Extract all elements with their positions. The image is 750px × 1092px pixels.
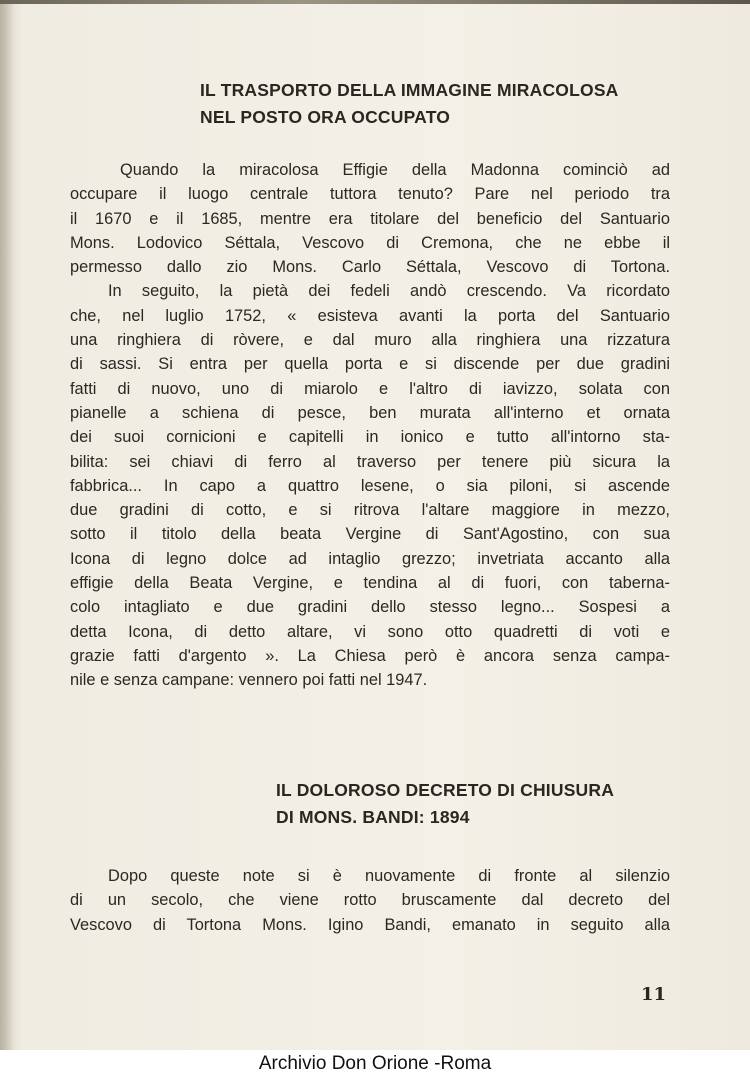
- text-line: fabbrica... In capo a quattro lesene, o sia piloni, si ascende: [70, 476, 670, 495]
- text-line: che, nel luglio 1752, « esisteva avanti la porta del Santuario: [70, 306, 670, 325]
- text-line: il 1670 e il 1685, mentre era titolare del beneficio del Santuario: [70, 209, 670, 228]
- text-line: di sassi. Si entra per quella porta e si discende per due gradini: [70, 355, 670, 374]
- text-line: una ringhiera di ròvere, e dal muro alla ringhiera una rizzatura: [70, 331, 670, 350]
- text-line: bilita: sei chiavi di ferro al traverso per tenere più sicura la: [70, 452, 670, 471]
- heading-line: NEL POSTO ORA OCCUPATO: [200, 107, 451, 127]
- text-line: colo intagliato e due gradini dello stesso legno... Sospesi a: [70, 598, 670, 617]
- heading-line: IL DOLOROSO DECRETO DI CHIUSURA: [276, 780, 615, 800]
- archive-label: Archivio Don Orione -Roma: [258, 1053, 492, 1074]
- text-line: fatti di nuovo, uno di miarolo e l'altro di iavizzo, solata con: [70, 379, 670, 398]
- text-line: In seguito, la pietà dei fedeli andò crescendo. Va ricordato: [108, 282, 670, 301]
- page-top-edge: [0, 0, 750, 4]
- page-gutter-shadow: [0, 0, 14, 1050]
- text-line: Quando la miracolosa Effigie della Madonna cominciò ad: [120, 161, 670, 179]
- text-line: dei suoi cornicioni e capitelli in ionico e tutto all'intorno sta-: [70, 428, 670, 447]
- heading-line: DI MONS. BANDI: 1894: [276, 807, 470, 827]
- text-line: detta Icona, di detto altare, vi sono otto quadretti di voti e: [70, 622, 670, 641]
- text-line: pianelle a schiena di pesce, ben murata all'interno et ornata: [70, 403, 670, 422]
- text-line: sotto il titolo della beata Vergine di Sant'Agostino, con sua: [70, 525, 670, 544]
- section-heading-decree: [276, 777, 614, 831]
- text-line: occupare il luogo centrale tuttora tenuto? Pare nel periodo tra: [70, 185, 670, 204]
- text-line: nile e senza campane: vennero poi fatti nel 1947.: [70, 671, 428, 690]
- text-line: Vescovo di Tortona Mons. Igino Bandi, emanato in seguito alla: [70, 915, 670, 934]
- text-line: permesso dallo zio Mons. Carlo Séttala, Vescovo di Tortona.: [70, 258, 670, 277]
- heading-line: IL TRASPORTO DELLA IMMAGINE MIRACOLOSA: [200, 80, 619, 100]
- text-line: Mons. Lodovico Séttala, Vescovo di Cremona, che ne ebbe il: [70, 233, 670, 252]
- text-line: grazie fatti d'argento ». La Chiesa però è ancora senza campa-: [70, 646, 670, 665]
- paragraph-transport: [70, 158, 670, 693]
- text-line: Icona di legno dolce ad intaglio grezzo; invetriata accanto alla: [70, 549, 670, 568]
- page-number: 11: [640, 984, 666, 1005]
- text-line: effigie della Beata Vergine, e tendina al di fuori, con taberna-: [70, 574, 670, 593]
- text-line: due gradini di cotto, e si ritrova l'altare maggiore in mezzo,: [70, 501, 670, 520]
- section-heading-transport: [200, 77, 619, 131]
- text-line: di un secolo, che viene rotto bruscamente dal decreto del: [70, 891, 670, 910]
- paragraph-decree: [70, 864, 670, 937]
- text-line: Dopo queste note si è nuovamente di fronte al silenzio: [108, 867, 670, 885]
